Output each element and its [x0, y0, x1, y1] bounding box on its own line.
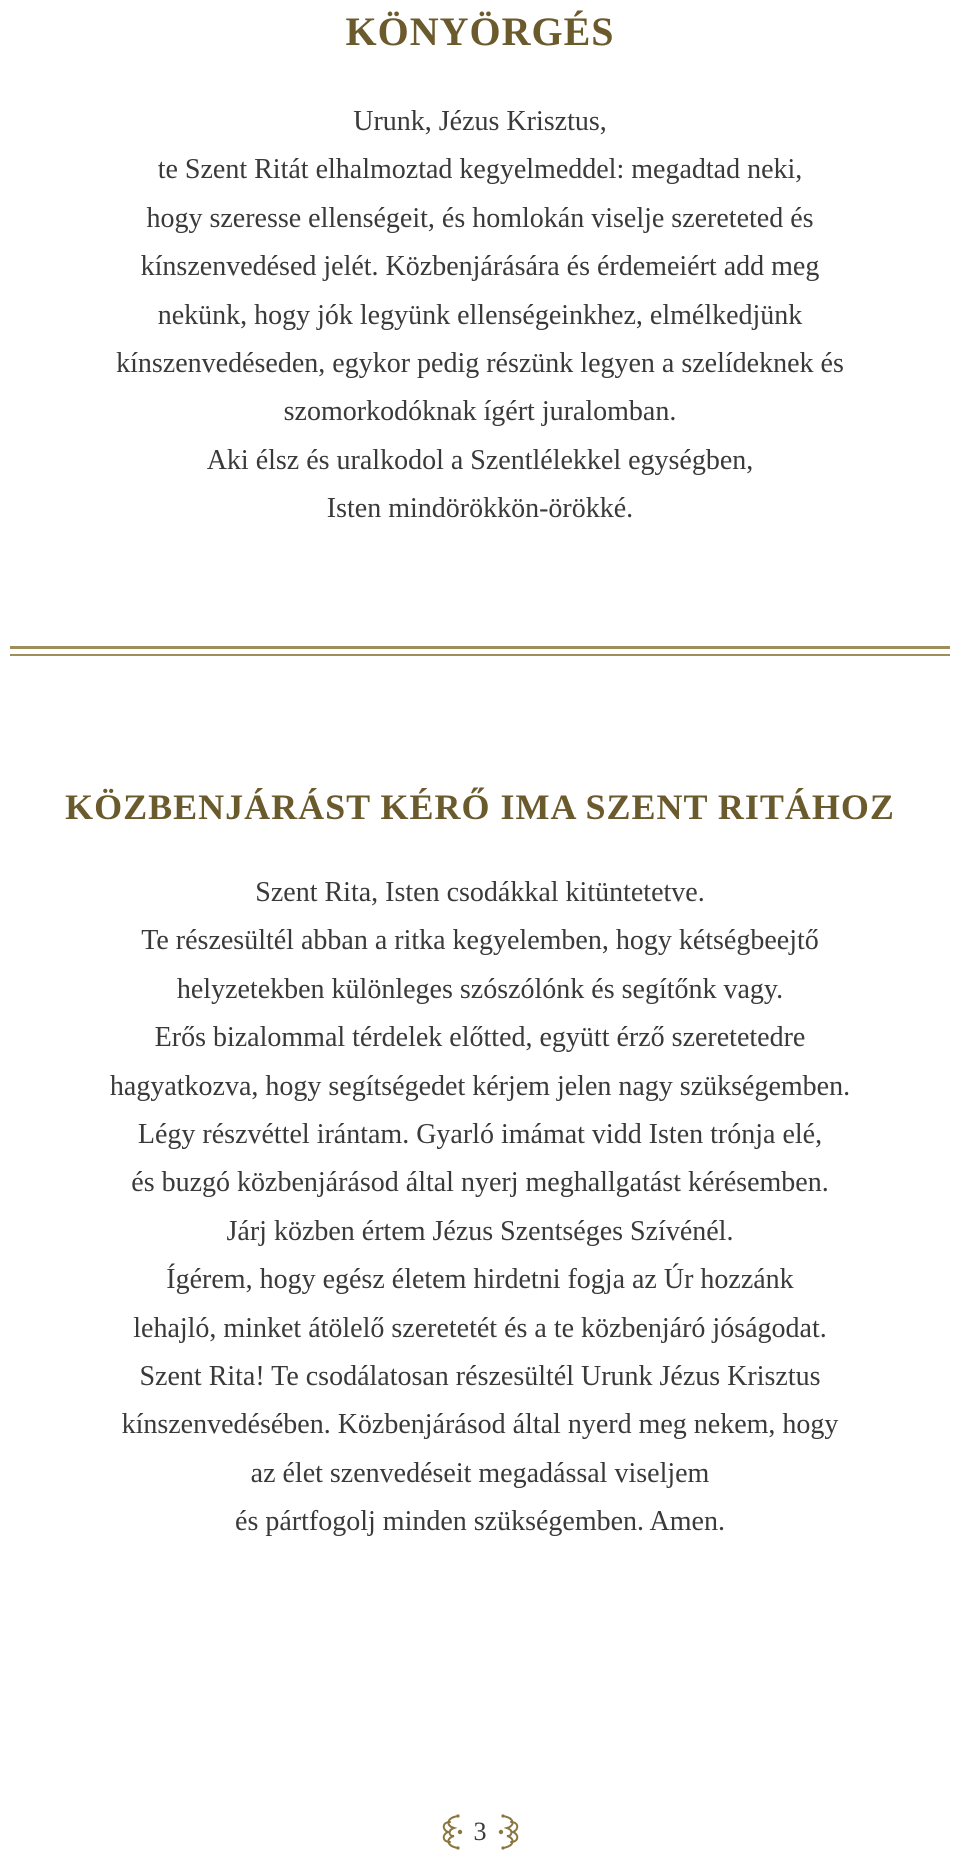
prayer-line: te Szent Ritát elhalmoztad kegyelmeddel: megadtad neki,	[157, 154, 803, 186]
divider-line-top	[10, 646, 950, 649]
prayer-line: kínszenvedésed jelét. Közbenjárására és érdemeiért add meg	[140, 251, 820, 283]
prayer-konyorges	[0, 98, 960, 534]
prayer-line: és pártfogolj minden szükségemben. Amen.	[235, 1506, 725, 1538]
section-title-konyorges: KÖNYÖRGÉS	[345, 9, 615, 54]
prayer-line: hagyatkozva, hogy segítségedet kérjem jelen nagy szükségemben.	[109, 1070, 851, 1102]
prayer-line: helyzetekben különleges szószólónk és segítőnk vagy.	[176, 973, 784, 1005]
page-number: 3	[473, 1817, 487, 1846]
page-footer	[0, 1812, 960, 1852]
prayer-line: Urunk, Jézus Krisztus,	[353, 106, 607, 137]
prayer-line: Isten mindörökkön-örökké.	[326, 493, 634, 525]
prayer-line: Ígérem, hogy egész életem hirdetni fogja az Úr hozzánk	[166, 1264, 794, 1296]
prayer-line: lehajló, minket átölelő szeretetét és a te közbenjáró jóságodat.	[133, 1312, 827, 1344]
prayer-line: kínszenvedéseden, egykor pedig részünk legyen a szelídeknek és	[116, 348, 844, 380]
prayer-line: és buzgó közbenjárásod által nyerj meghallgatást kérésemben.	[131, 1167, 829, 1199]
prayer-line: Erős bizalommal térdelek előtted, együtt érző szeretetedre	[154, 1022, 806, 1054]
prayer-line: nekünk, hogy jók legyünk ellenségeinkhez, elmélkedjünk	[157, 299, 803, 331]
prayer-line: szomorkodóknak ígért juralomban.	[283, 396, 677, 428]
prayer-line: Te részesültél abban a ritka kegyelemben, hogy kétségbeejtő	[141, 925, 819, 957]
prayer-line: Szent Rita! Te csodálatosan részesültél Urunk Jézus Krisztus	[139, 1361, 821, 1393]
section-divider	[10, 646, 950, 658]
flourish-right-icon	[495, 1812, 525, 1852]
prayer-line: Légy részvéttel irántam. Gyarló imámat vidd Isten trónja elé,	[137, 1119, 823, 1151]
prayer-line: Aki élsz és uralkodol a Szentlélekkel egységben,	[206, 444, 754, 476]
divider-line-bottom	[10, 654, 950, 656]
flourish-left-icon	[436, 1812, 466, 1852]
section-title-kozbenjarast: KÖZBENJÁRÁST KÉRŐ IMA SZENT RITÁHOZ	[65, 787, 895, 827]
prayer-line: az élet szenvedéseit megadással viseljem	[250, 1457, 710, 1489]
prayer-line: Járj közben értem Jézus Szentséges Szívénél.	[226, 1215, 734, 1247]
prayer-line: kínszenvedésében. Közbenjárásod által nyerd meg nekem, hogy	[121, 1409, 839, 1441]
prayer-szent-rita	[0, 869, 960, 1547]
prayer-line: Szent Rita, Isten csodákkal kitüntetetve.	[255, 877, 705, 908]
prayer-line: hogy szeresse ellenségeit, és homlokán viselje szereteted és	[146, 202, 814, 234]
